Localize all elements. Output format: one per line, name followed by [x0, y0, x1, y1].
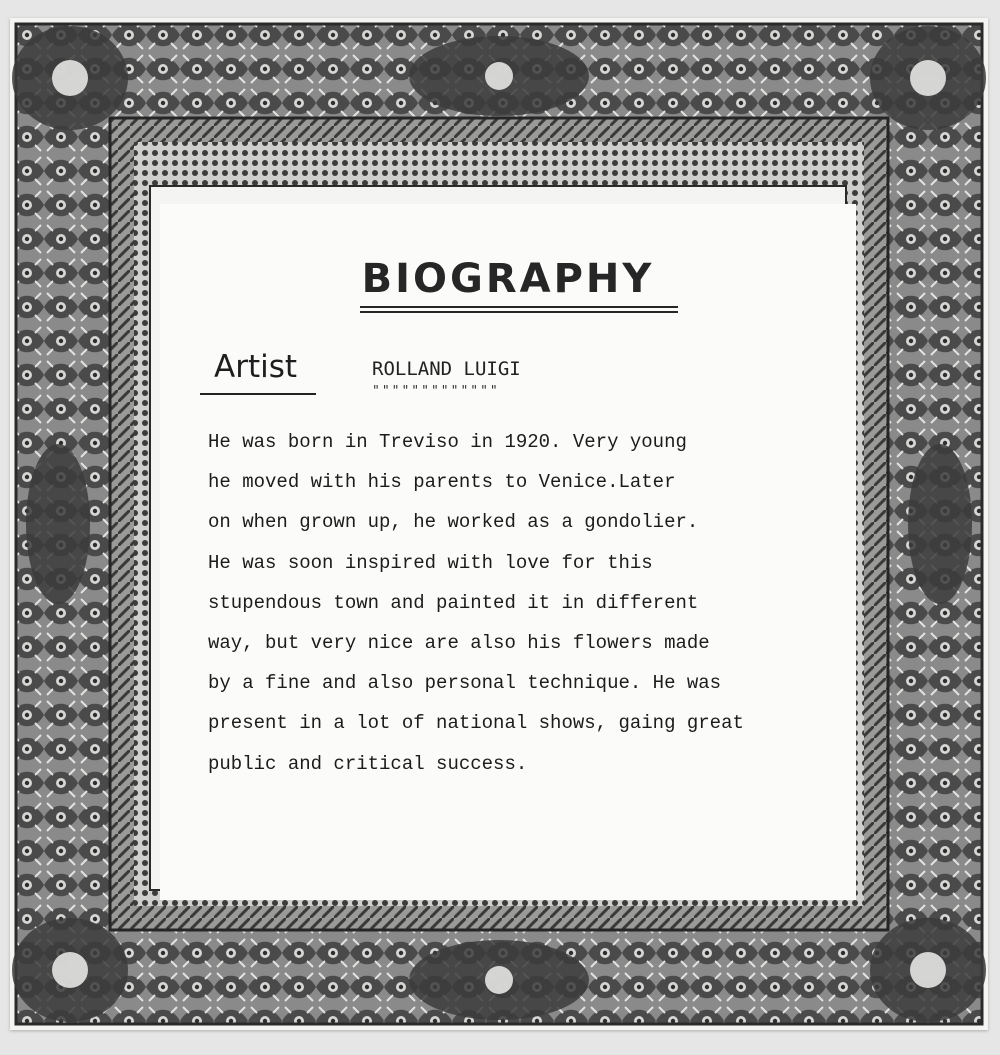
biography-line: He was born in Treviso in 1920. Very young: [208, 431, 687, 453]
biography-line: on when grown up, he worked as a gondolier.: [208, 511, 699, 534]
page-title: BIOGRAPHY: [361, 256, 655, 302]
biography-line: present in a lot of national shows, gaing great: [208, 712, 744, 735]
artist-name-underline-marks: """"""""""""": [372, 384, 500, 399]
title-double-underline: [360, 306, 678, 313]
biography-sheet: [10, 18, 988, 1030]
biography-text: [208, 422, 853, 784]
biography-line: stupendous town and painted it in different: [208, 591, 699, 614]
biography-line: public and critical success.: [208, 752, 528, 775]
biography-line: by a fine and also personal technique. He was: [208, 672, 722, 695]
biography-line: He was soon inspired with love for this: [208, 551, 653, 574]
biography-line: he moved with his parents to Venice.Later: [208, 471, 676, 494]
biography-panel: [160, 204, 856, 900]
artist-name: ROLLAND LUIGI: [372, 358, 521, 380]
artist-label-underline: [200, 393, 316, 395]
artist-label: Artist: [214, 349, 298, 385]
biography-line: way, but very nice are also his flowers made: [208, 631, 710, 654]
